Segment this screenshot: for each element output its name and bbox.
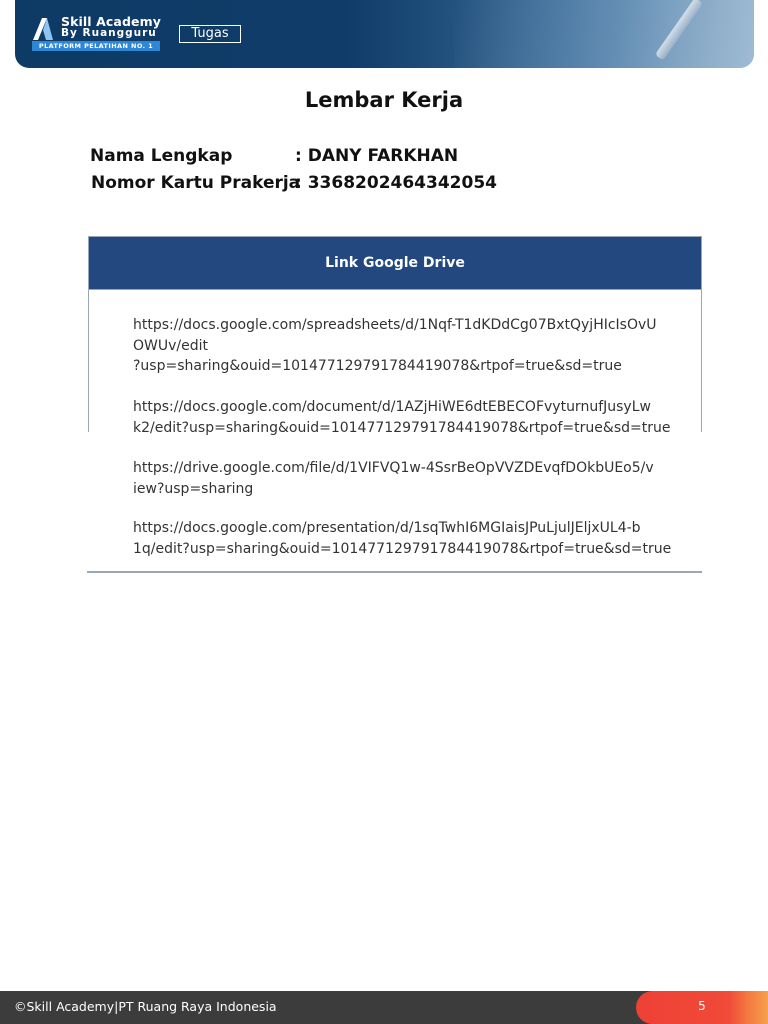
presentation-link[interactable]: https://docs.google.com/presentation/d/1sqTwhI6MGIaisJPuLjulJEljxUL4-b 1q/edit?usp=sharing&ouid=101477129791784419078&rtpof=true&sd=true: [133, 520, 672, 557]
table-border-bottom: [87, 571, 702, 573]
document-link[interactable]: https://docs.google.com/document/d/1AZjHiWE6dtEBECOFvyturnufJusyLw k2/edit?usp=sharing&ouid=101477129791784419078&rtpof=true&sd=true: [133, 399, 671, 436]
brand-subtitle: By Ruangguru: [61, 27, 157, 39]
page-title: Lembar Kerja: [304, 88, 464, 112]
table-header: Link Google Drive: [88, 236, 702, 290]
card-number-label: Nomor Kartu Prakerja: [91, 173, 301, 193]
drive-file-link[interactable]: https://drive.google.com/file/d/1VIFVQ1w-4SsrBeOpVVZDEvqfDOkbUEo5/v iew?usp=sharing: [133, 460, 654, 497]
brand-name: Skill Academy: [61, 14, 161, 29]
header-banner: [15, 0, 754, 68]
name-label: Nama Lengkap: [90, 146, 233, 166]
skill-academy-logo: [31, 14, 161, 54]
page-number: 5: [698, 999, 706, 1013]
footer-bar: [0, 991, 768, 1024]
name-value: : DANY FARKHAN: [295, 146, 459, 166]
banner-photo: [454, 0, 754, 68]
table-border-right: [701, 290, 702, 432]
spreadsheet-link[interactable]: https://docs.google.com/spreadsheets/d/1Nqf-T1dKDdCg07BxtQyjHIcIsOvU OWUv/edit ?usp=sharing&ouid=101477129791784419078&rtpof=true&sd=true: [133, 317, 657, 374]
card-number-value: : 3368202464342054: [295, 173, 497, 193]
section-tag: Tugas: [179, 25, 241, 43]
table-border-left: [88, 290, 89, 432]
page-number-badge: [636, 991, 768, 1024]
links-table: [88, 236, 702, 573]
brand-tagline: PLATFORM PELATIHAN NO. 1: [32, 41, 160, 51]
logo-mark-icon: [31, 16, 55, 42]
footer-copyright: ©Skill Academy|PT Ruang Raya Indonesia: [14, 999, 277, 1014]
